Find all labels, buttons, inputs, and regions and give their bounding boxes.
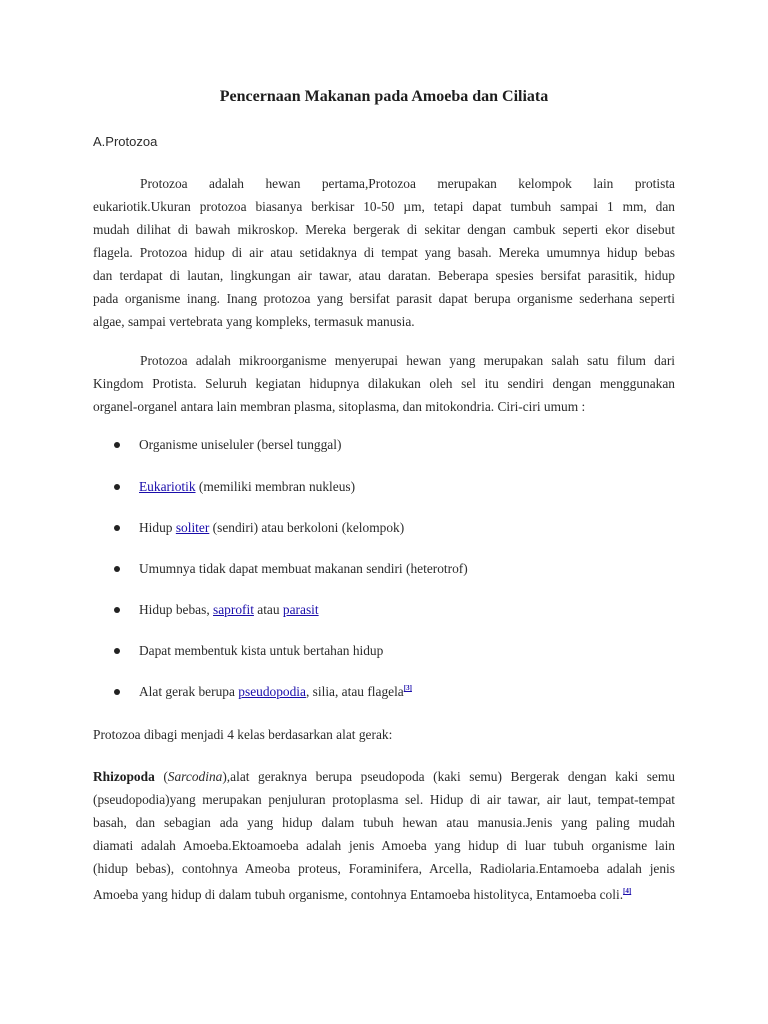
paragraph-1-line: dan terdapat di lautan, lingkungan air tawar, atau daratan. Beberapa spesies bersifat parasitik, hidup: [93, 268, 675, 283]
classes-intro: Protozoa dibagi menjadi 4 kelas berdasarkan alat gerak:: [93, 727, 393, 742]
paragraph-2-line: Protozoa adalah mikroorganisme menyerupai hewan yang merupakan salah satu filum dari: [140, 353, 675, 368]
link-eukariotik[interactable]: Eukariotik: [139, 479, 196, 494]
term-sarcodina: Sarcodina: [167, 769, 223, 784]
link-pseudopodia[interactable]: pseudopodia: [238, 684, 306, 699]
link-parasit[interactable]: parasit: [282, 602, 319, 617]
paragraph-2-line: Kingdom Protista. Seluruh kegiatan hidupnya dilakukan oleh sel itu sendiri dengan menggunakan: [93, 376, 675, 391]
paragraph-1-line: mudah dilihat di bawah mikroskop. Mereka bergerak di sekitar dengan cambuk seperti ekor disebut: [93, 222, 675, 237]
rhizopoda-line: diamati adalah Amoeba.Ektoamoeba adalah jenis Amoeba yang hidup di luar tubuh organisme lain: [93, 838, 675, 853]
footnote-ref-3[interactable]: [3]: [403, 684, 412, 692]
rhizopoda-line: Amoeba yang hidup di dalam tubuh organisme, contohnya Entamoeba histolityca, Entamoeba coli.: [93, 887, 624, 902]
bullet-icon: [114, 525, 120, 531]
link-saprofit[interactable]: saprofit: [213, 602, 254, 617]
term-rhizopoda: Rhizopoda: [93, 769, 155, 784]
paragraph-1-line: Protozoa adalah hewan pertama,Protozoa merupakan kelompok lain protista: [140, 176, 675, 191]
section-heading: A.Protozoa: [93, 134, 158, 149]
document-page: Pencernaan Makanan pada Amoeba dan Ciliata A.Protozoa Protozoa adalah hewan pertama,Protozoa merupakan kelompok lain protista eukariotik.Ukuran protozoa biasanya berkisar 10-50 µm, tetapi dapat tumbuh sampai 1 mm, dan mudah dilihat di bawah mikroskop. Mereka bergerak di sekitar dengan cambuk seperti ekor disebut flagela. Protozoa hidup di air atau setidaknya di tempat yang basah. Mereka umumnya hidup bebas dan terdapat di lautan, lingkungan air tawar, atau daratan. Beberapa spesies bersifat parasitik, hidup pada organisme inang. Inang protozoa yang bersifat parasit dapat berupa organisme sederhana seperti algae, sampai vertebrata yang kompleks, termasuk manusia. Protozoa adalah mikroorganisme menyerupai hewan yang merupakan salah satu filum dari Kingdom Protista. Seluruh kegiatan hidupnya dilakukan oleh sel itu sendiri dengan menggunakan organel-organel antara lain membran plasma, sitoplasma, dan mitokondria. Ciri-ciri umum : Organisme uniseluler (bersel tunggal) Eukariotik (memiliki membran nukleus) Hidup soliter (sendiri) atau berkoloni (kelompok) Umumnya tidak dapat membuat makanan sendiri (heterotrof) Hidup bebas, saprofit atau parasit Dapat membentuk kista untuk bertahan hidup Alat gerak berupa pseudopodia, silia, atau flagela[3] Protozoa dibagi menjadi 4 kelas berdasarkan alat gerak: Rhizopoda (Sarcodina),alat geraknya berupa pseudopoda (kaki semu) Bergerak dengan kaki semu (pseudopodia)yang merupakan penjuluran protoplasma sel. Hidup di air tawar, air laut, tempat-tempat basah, dan sebagian ada yang hidup dalam tubuh hewan atau manusia.Jenis yang paling mudah diamati adalah Amoeba.Ektoamoeba adalah jenis Amoeba yang hidup di luar tubuh organisme lain (hidup bebas), contohnya Ameoba proteus, Foraminifera, Arcella, Radiolaria.Entamoeba adalah jenis Amoeba yang hidup di dalam tubuh organisme, contohnya Entamoeba histolityca, Entamoeba coli.[4]: [0, 0, 768, 1024]
footnote-ref-4[interactable]: [4]: [623, 887, 632, 895]
page-title: Pencernaan Makanan pada Amoeba dan Ciliata: [219, 88, 549, 105]
rhizopoda-line: (hidup bebas), contohnya Ameoba proteus, Foraminifera, Arcella, Radiolaria.Entamoeba adalah jenis: [93, 861, 675, 876]
bullet-icon: [114, 566, 120, 572]
paragraph-2-line: organel-organel antara lain membran plasma, sitoplasma, dan mitokondria. Ciri-ciri umum :: [93, 399, 586, 414]
bullet-icon: [114, 689, 120, 695]
bullet-icon: [114, 484, 120, 490]
rhizopoda-line: (pseudopodia)yang merupakan penjuluran protoplasma sel. Hidup di air tawar, air laut, tempat-tempat: [93, 792, 675, 807]
rhizopoda-line: basah, dan sebagian ada yang hidup dalam tubuh hewan atau manusia.Jenis yang paling mudah: [93, 815, 675, 830]
bullet-icon: [114, 442, 120, 448]
paragraph-1-line: pada organisme inang. Inang protozoa yang bersifat parasit dapat berupa organisme sederhana seperti: [93, 291, 675, 306]
bullet-icon: [114, 648, 120, 654]
paragraph-1-line: eukariotik.Ukuran protozoa biasanya berkisar 10-50 µm, tetapi dapat tumbuh sampai 1 mm, dan: [93, 199, 675, 214]
link-soliter[interactable]: soliter: [175, 520, 210, 535]
paragraph-1-line: algae, sampai vertebrata yang kompleks, termasuk manusia.: [93, 314, 415, 329]
paragraph-1-line: flagela. Protozoa hidup di air atau setidaknya di tempat yang basah. Mereka umumnya hidup bebas: [93, 245, 675, 260]
bullet-icon: [114, 607, 120, 613]
